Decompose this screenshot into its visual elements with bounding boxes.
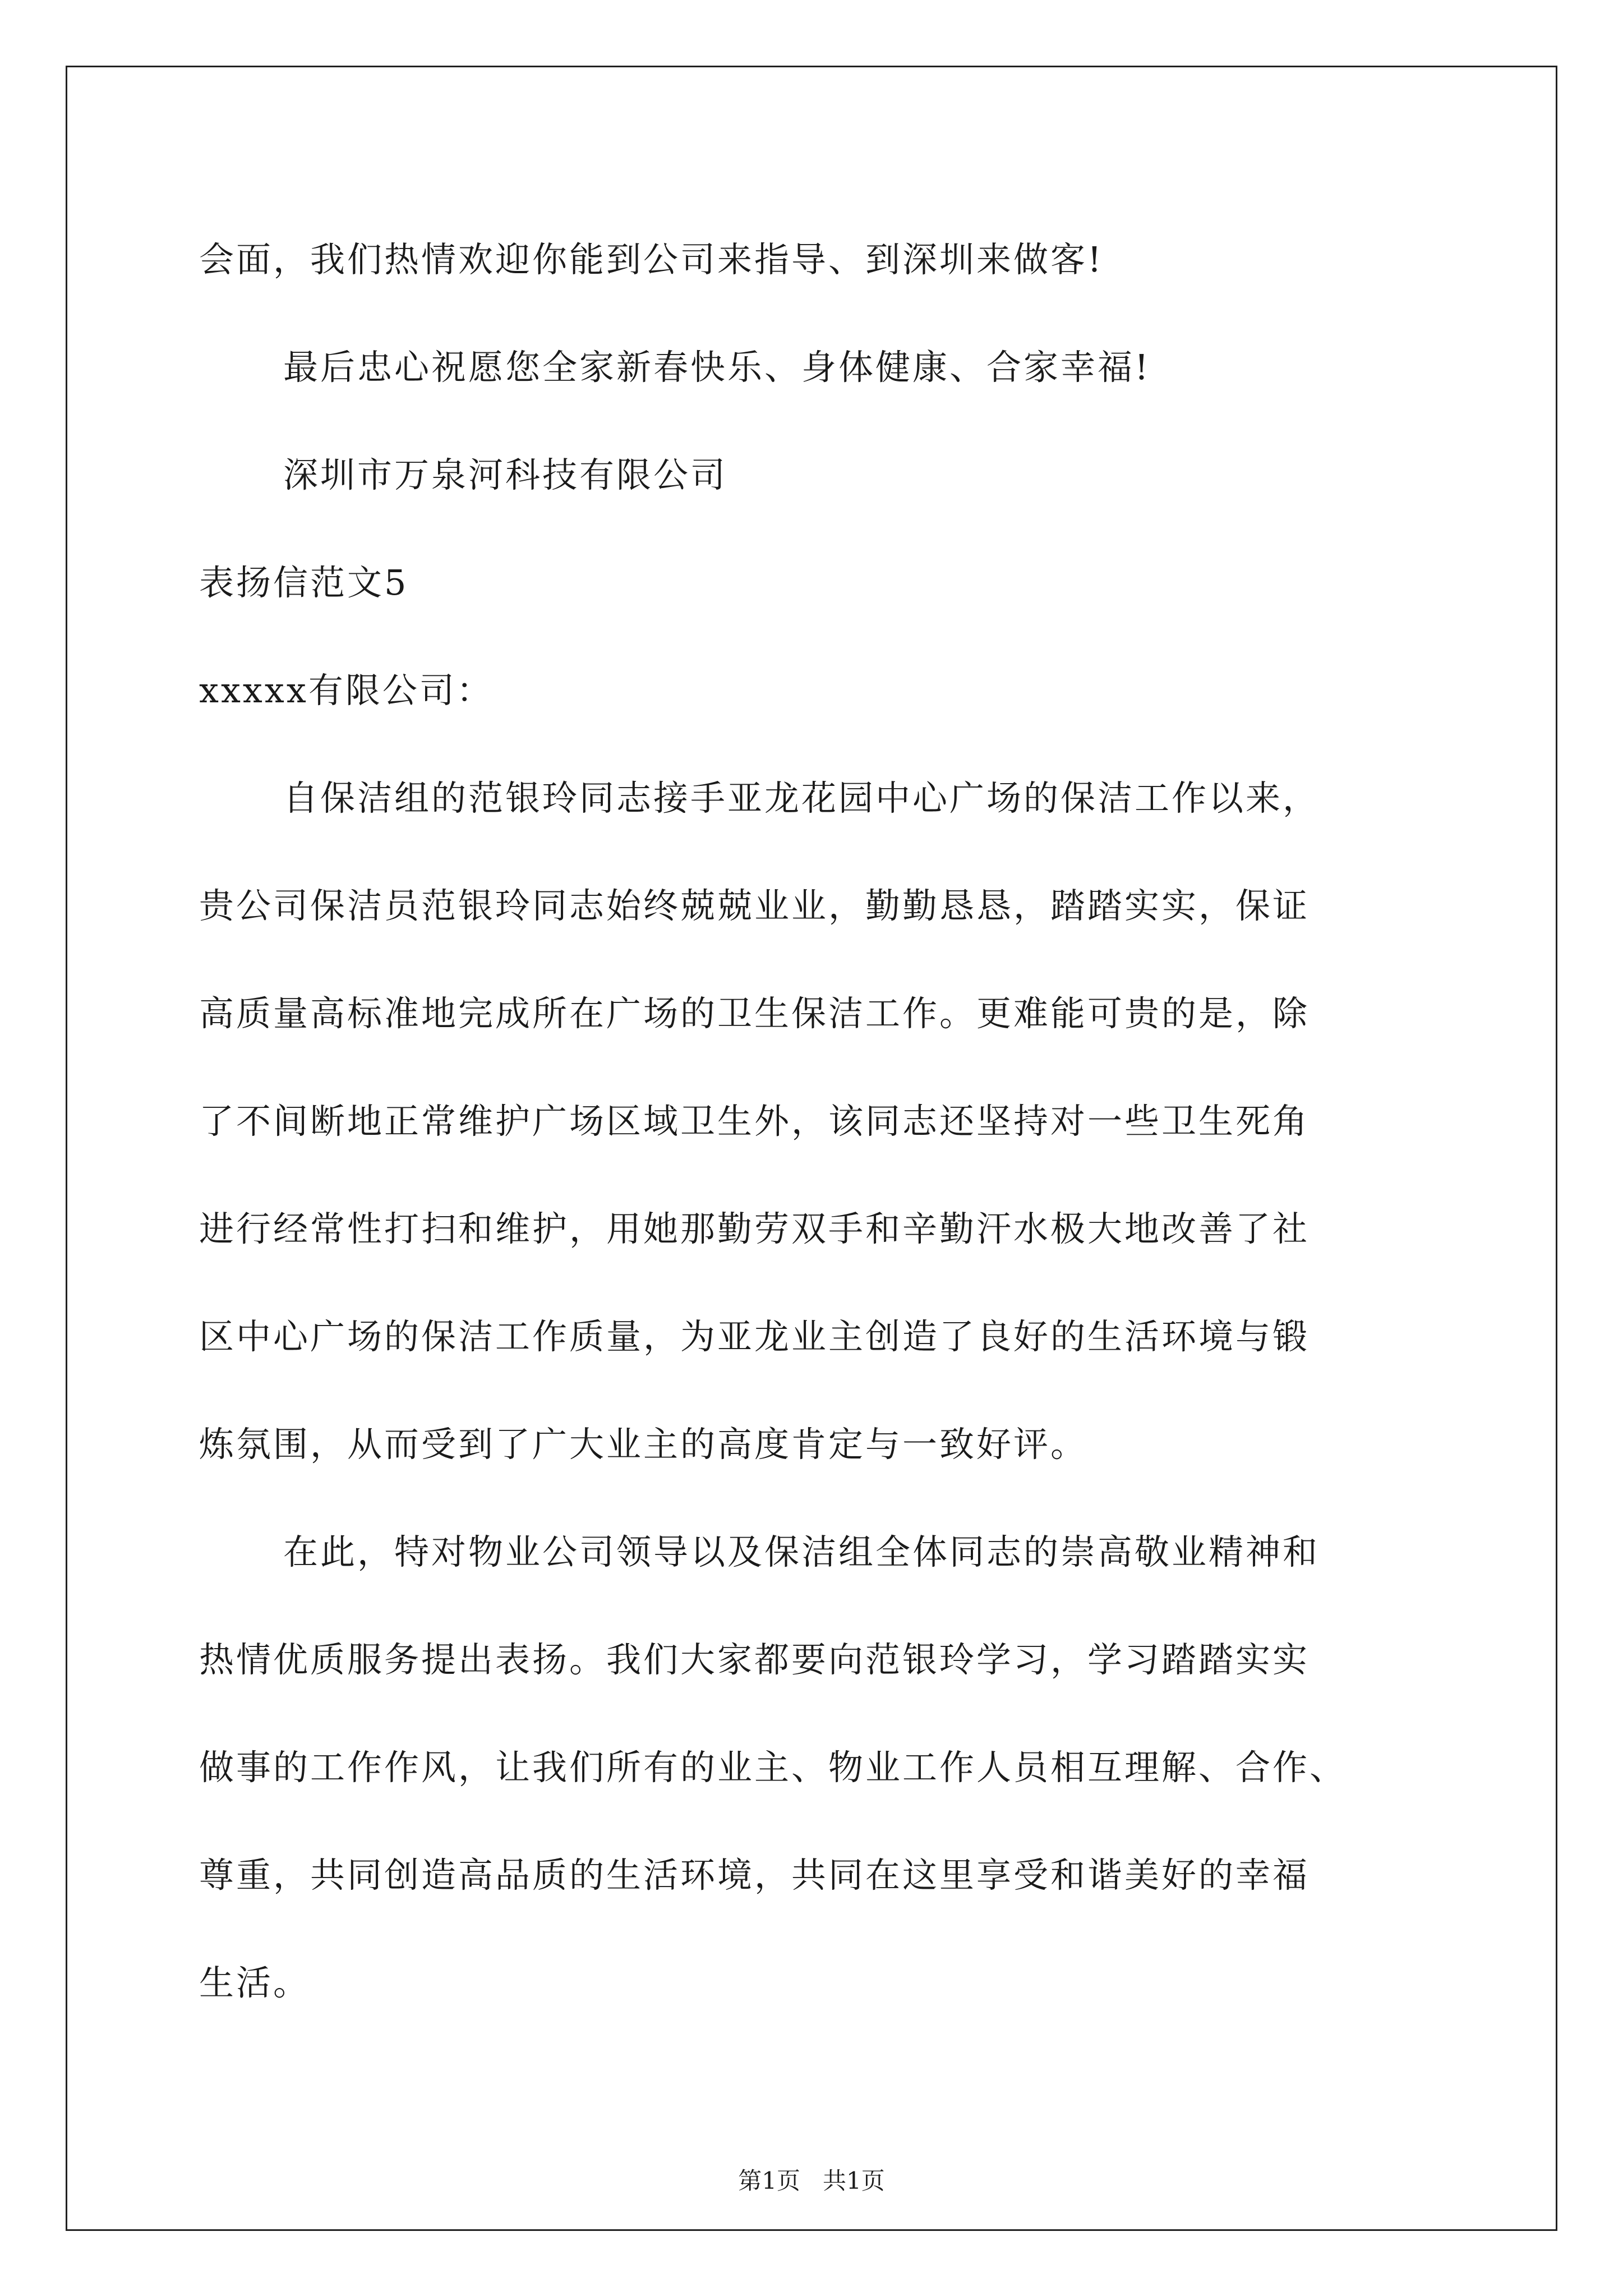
page-footer: 第1页 共1页 bbox=[738, 2167, 885, 2194]
text-line: 生活。 bbox=[199, 1962, 311, 2003]
text-line: 自保洁组的范银玲同志接手亚龙花园中心广场的保洁工作以来， bbox=[283, 777, 1320, 818]
document-body bbox=[199, 206, 1433, 2037]
text-line: 炼氛围，从而受到了广大业主的高度肯定与一致好评。 bbox=[199, 1424, 1088, 1465]
text-line: 贵公司保洁员范银玲同志始终兢兢业业，勤勤恳恳，踏踏实实，保证 bbox=[199, 885, 1310, 926]
text-line: 会面，我们热情欢迎你能到公司来指导、到深圳来做客! bbox=[199, 239, 1104, 280]
section-heading: 表扬信范文5 bbox=[199, 562, 409, 603]
signature-line: 深圳市万泉河科技有限公司 bbox=[283, 454, 728, 495]
text-line: 进行经常性打扫和维护，用她那勤劳双手和辛勤汗水极大地改善了社 bbox=[199, 1208, 1310, 1249]
text-line: 热情优质服务提出表扬。我们大家都要向范银玲学习，学习踏踏实实 bbox=[199, 1639, 1310, 1680]
text-line: 高质量高标准地完成所在广场的卫生保洁工作。更难能可贵的是，除 bbox=[199, 993, 1310, 1034]
text-line: 做事的工作作风，让我们所有的业主、物业工作人员相互理解、合作、 bbox=[199, 1747, 1347, 1788]
text-line: 了不间断地正常维护广场区域卫生外，该同志还坚持对一些卫生死角 bbox=[199, 1101, 1310, 1142]
salutation: xxxxx有限公司： bbox=[199, 670, 494, 711]
text-line: 在此，特对物业公司领导以及保洁组全体同志的崇高敬业精神和 bbox=[283, 1531, 1320, 1572]
text-line: 区中心广场的保洁工作质量，为亚龙业主创造了良好的生活环境与锻 bbox=[199, 1316, 1310, 1357]
text-line: 尊重，共同创造高品质的生活环境，共同在这里享受和谐美好的幸福 bbox=[199, 1855, 1310, 1895]
text-line: 最后忠心祝愿您全家新春快乐、身体健康、合家幸福! bbox=[283, 347, 1151, 388]
